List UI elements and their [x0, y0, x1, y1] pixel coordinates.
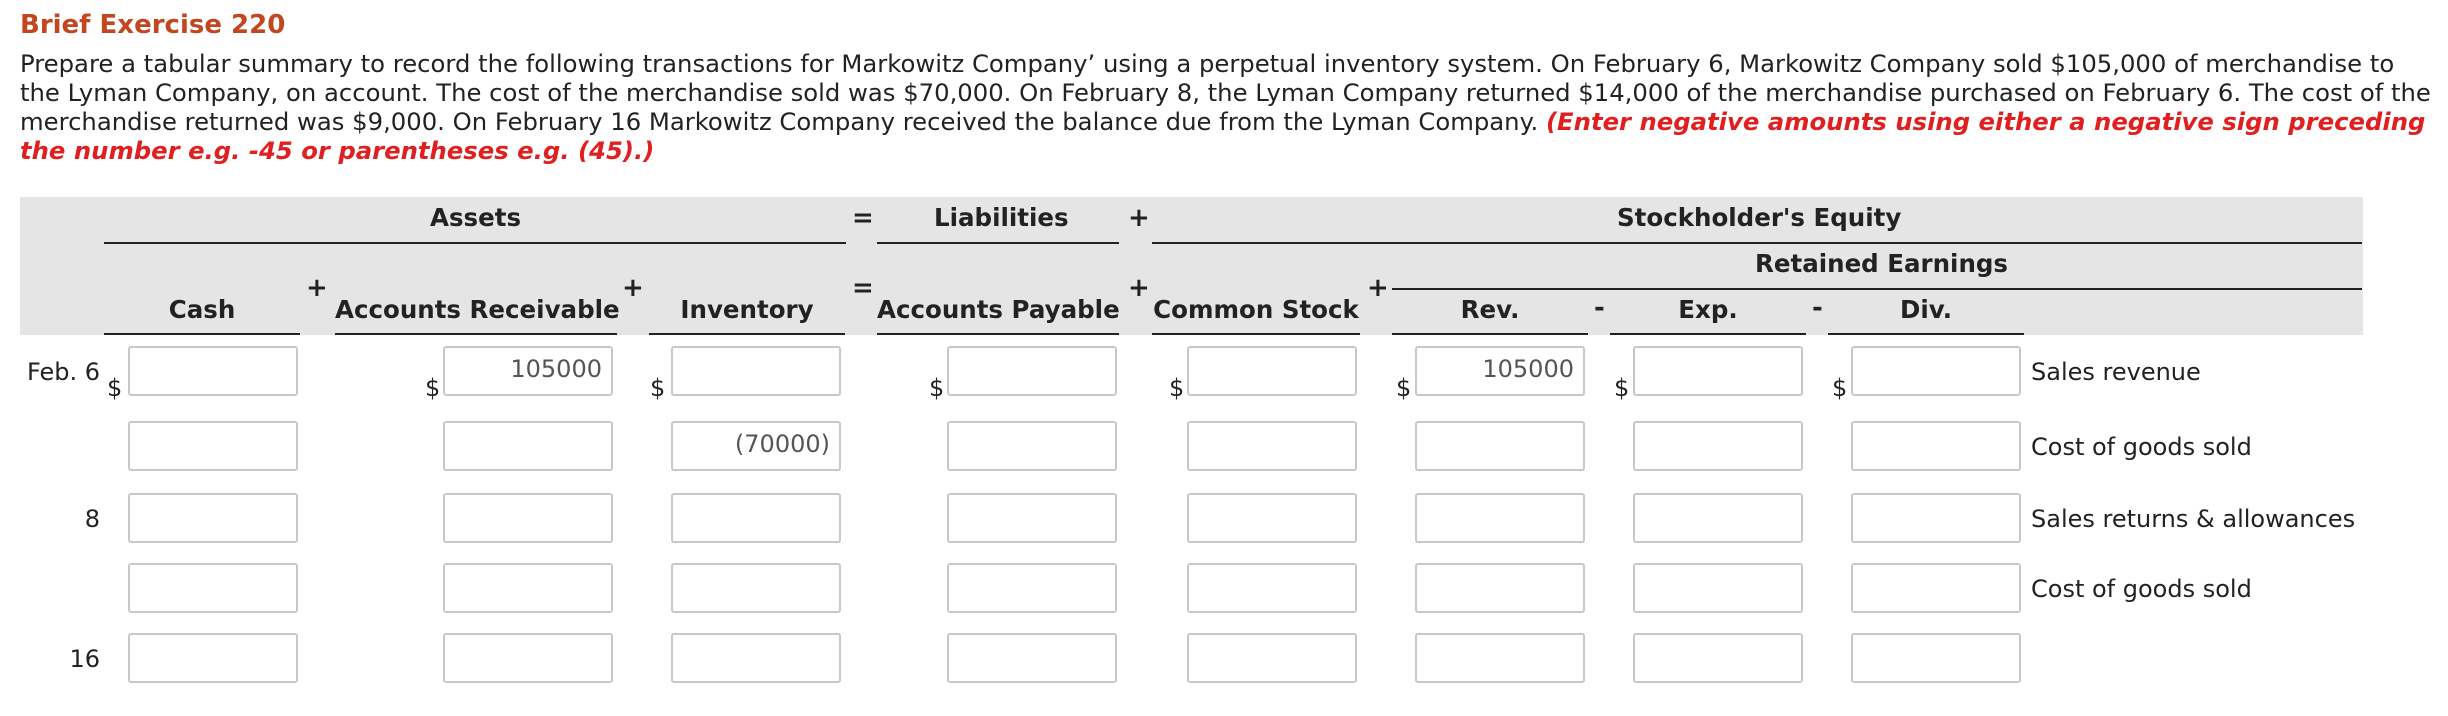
- amount-input-cs[interactable]: [1187, 493, 1357, 543]
- revenue-rule: [1392, 333, 1588, 335]
- liabilities-rule: [877, 242, 1119, 244]
- row-date: 8: [84, 505, 100, 533]
- row-date: Feb. 6: [26, 358, 100, 386]
- column-header-inventory: Inventory: [680, 295, 814, 324]
- retained-earnings-rule: [1392, 288, 2362, 290]
- amount-input-rev[interactable]: [1415, 633, 1585, 683]
- amount-input-cash[interactable]: [128, 563, 298, 613]
- cash-rule: [104, 333, 300, 335]
- amount-input-div[interactable]: [1851, 493, 2021, 543]
- column-header-cash: Cash: [168, 295, 236, 324]
- equals-sign: =: [852, 273, 874, 303]
- common-stock-rule: [1152, 333, 1360, 335]
- plus-sign: +: [1128, 273, 1150, 303]
- currency-symbol: $: [650, 374, 666, 402]
- currency-symbol: $: [929, 374, 945, 402]
- accounts-receivable-rule: [335, 333, 617, 335]
- assets-rule: [104, 242, 846, 244]
- plus-sign: +: [306, 273, 328, 303]
- exercise-title: Brief Exercise 220: [20, 10, 286, 40]
- plus-sign: +: [622, 273, 644, 303]
- amount-input-rev[interactable]: 105000: [1415, 346, 1585, 396]
- minus-sign: -: [1812, 293, 1823, 323]
- minus-sign: -: [1594, 293, 1605, 323]
- currency-symbol: $: [1169, 374, 1185, 402]
- row-date: 16: [69, 645, 100, 673]
- column-header-common-stock: Common Stock: [1153, 295, 1359, 324]
- plus-sign: +: [1367, 273, 1389, 303]
- row-account-label: Cost of goods sold: [2031, 575, 2252, 603]
- exercise-body: Prepare a tabular summary to record the following transactions for Markowitz Company’ using a perpetual inventory system. On February 6, Markowitz Company sold $105,000 of merchandise to the Lyman Company, on account. The cost of the merchandise sold was $70,000. On February 8, the Lyman Company returned $14,000 of the merchandise purchased on February 6. The cost of the merchandise returned was $9,000. On February 16 Markowitz Company received the balance due from the Lyman Company.: [20, 49, 2431, 136]
- amount-input-div[interactable]: [1851, 563, 2021, 613]
- amount-input-inventory[interactable]: [671, 346, 841, 396]
- header-retained-earnings: Retained Earnings: [1755, 249, 2009, 278]
- amount-input-rev[interactable]: [1415, 493, 1585, 543]
- accounts-payable-rule: [877, 333, 1119, 335]
- column-header-expenses: Exp.: [1678, 295, 1738, 324]
- amount-input-cs[interactable]: [1187, 346, 1357, 396]
- amount-input-cs[interactable]: [1187, 421, 1357, 471]
- amount-input-rev[interactable]: [1415, 421, 1585, 471]
- amount-input-cash[interactable]: [128, 493, 298, 543]
- plus-sign: +: [1128, 203, 1150, 233]
- currency-symbol: $: [1614, 374, 1630, 402]
- amount-input-exp[interactable]: [1633, 633, 1803, 683]
- amount-input-exp[interactable]: [1633, 563, 1803, 613]
- amount-input-inventory[interactable]: [671, 493, 841, 543]
- amount-input-ar[interactable]: [443, 633, 613, 683]
- amount-input-div[interactable]: [1851, 421, 2021, 471]
- header-stockholders-equity: Stockholder's Equity: [1617, 203, 1902, 232]
- expenses-rule: [1610, 333, 1806, 335]
- currency-symbol: $: [1396, 374, 1412, 402]
- dividends-rule: [1828, 333, 2024, 335]
- negative-amount-note: (Enter negative amounts using either a negative sign preceding the number e.g. -45 or parentheses e.g. (45).): [20, 107, 2426, 165]
- column-header-accounts-receivable: Accounts Receivable: [335, 295, 620, 324]
- column-header-dividends: Div.: [1899, 295, 1952, 324]
- amount-input-cs[interactable]: [1187, 563, 1357, 613]
- header-liabilities: Liabilities: [934, 203, 1069, 232]
- amount-input-ap[interactable]: [947, 633, 1117, 683]
- amount-input-cash[interactable]: [128, 633, 298, 683]
- amount-input-ap[interactable]: [947, 421, 1117, 471]
- equals-sign: =: [852, 203, 874, 233]
- amount-input-div[interactable]: [1851, 346, 2021, 396]
- exercise-instructions: [20, 49, 2435, 165]
- amount-input-ap[interactable]: [947, 346, 1117, 396]
- currency-symbol: $: [107, 374, 123, 402]
- amount-input-exp[interactable]: [1633, 346, 1803, 396]
- amount-input-inventory[interactable]: [671, 563, 841, 613]
- inventory-rule: [649, 333, 845, 335]
- equity-rule: [1152, 242, 2362, 244]
- amount-input-rev[interactable]: [1415, 563, 1585, 613]
- amount-input-ap[interactable]: [947, 563, 1117, 613]
- row-account-label: Sales returns & allowances: [2031, 505, 2356, 533]
- amount-input-exp[interactable]: [1633, 493, 1803, 543]
- amount-input-cash[interactable]: [128, 421, 298, 471]
- currency-symbol: $: [425, 374, 441, 402]
- amount-input-cs[interactable]: [1187, 633, 1357, 683]
- amount-input-exp[interactable]: [1633, 421, 1803, 471]
- column-header-accounts-payable: Accounts Payable: [877, 295, 1120, 324]
- amount-input-ar[interactable]: [443, 493, 613, 543]
- amount-input-ap[interactable]: [947, 493, 1117, 543]
- currency-symbol: $: [1832, 374, 1848, 402]
- row-account-label: Cost of goods sold: [2031, 433, 2252, 461]
- amount-input-cash[interactable]: [128, 346, 298, 396]
- column-header-revenue: Rev.: [1460, 295, 1520, 324]
- amount-input-inventory[interactable]: [671, 633, 841, 683]
- header-assets: Assets: [430, 203, 522, 232]
- amount-input-ar[interactable]: 105000: [443, 346, 613, 396]
- amount-input-div[interactable]: [1851, 633, 2021, 683]
- amount-input-ar[interactable]: [443, 421, 613, 471]
- amount-input-inventory[interactable]: (70000): [671, 421, 841, 471]
- row-account-label: Sales revenue: [2031, 358, 2201, 386]
- amount-input-ar[interactable]: [443, 563, 613, 613]
